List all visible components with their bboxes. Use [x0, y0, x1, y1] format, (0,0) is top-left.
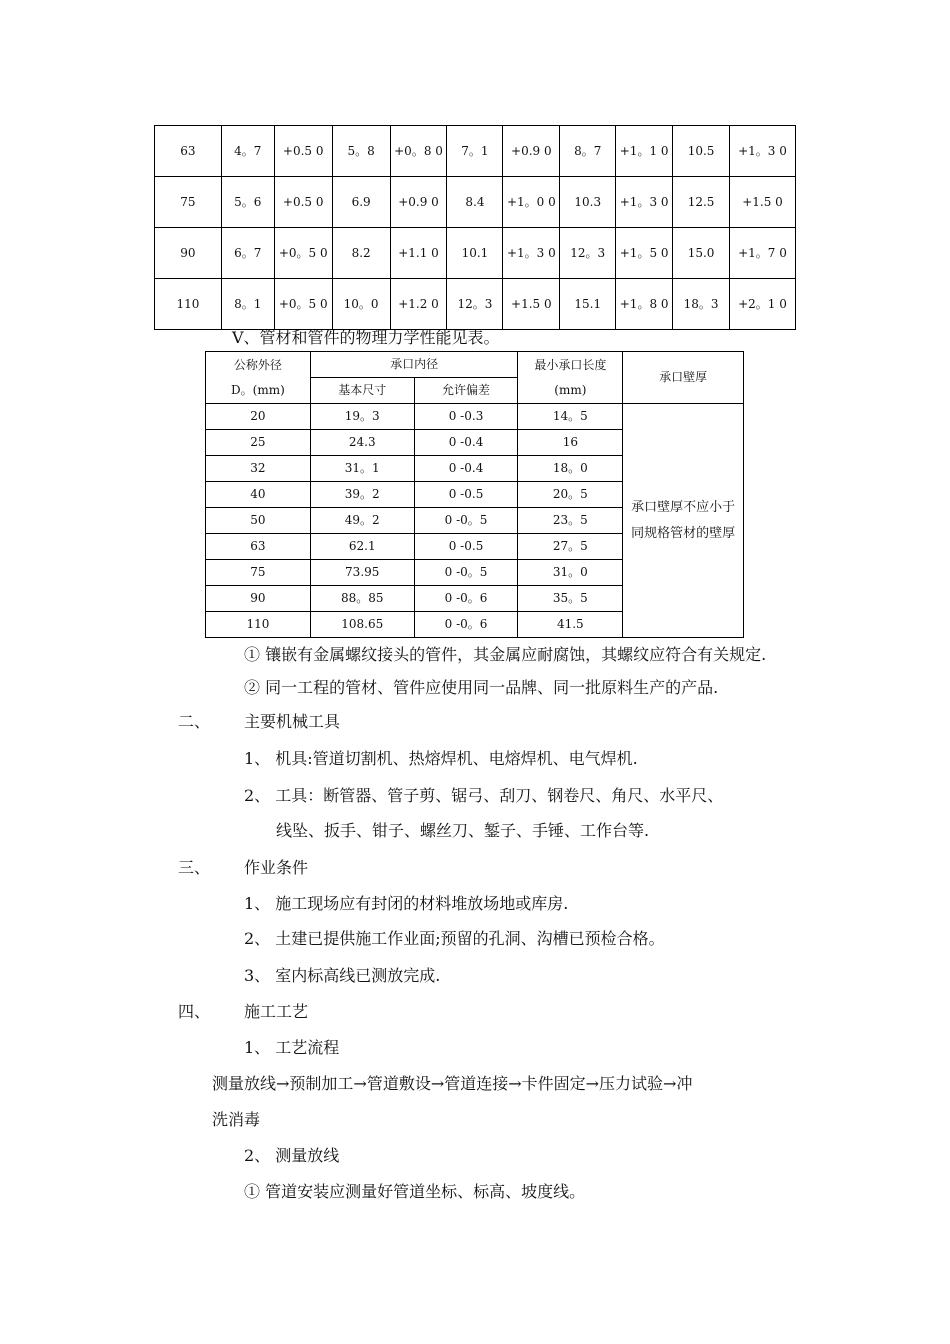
- table-cell: 32: [206, 456, 311, 482]
- table-row: [155, 279, 796, 330]
- table-cell: 16: [518, 430, 623, 456]
- table-cell: 0 -0.4: [414, 456, 518, 482]
- table-cell: +0.5 0: [274, 177, 332, 228]
- header-wall: 承口壁厚: [623, 352, 744, 404]
- table-cell: +1。3 0: [730, 126, 796, 177]
- table-cell: +1。3 0: [503, 228, 560, 279]
- item-2-2: 2、 工具：断管器、管子剪、锯弓、刮刀、钢卷尺、角尺、水平尺、: [244, 786, 724, 805]
- item-3-1: 1、 施工现场应有封闭的材料堆放场地或库房.: [244, 894, 569, 913]
- table-cell: 50: [206, 508, 311, 534]
- table-cell: 15.0: [673, 228, 730, 279]
- section-number-4: 四、: [178, 1002, 211, 1021]
- table-cell: 12.5: [673, 177, 730, 228]
- table-cell: 0 -0。6: [414, 612, 518, 638]
- header-tolerance: 允许偏差: [414, 378, 518, 404]
- table-cell: 0 -0.5: [414, 482, 518, 508]
- table-cell: 63: [206, 534, 311, 560]
- table-cell: 75: [155, 177, 222, 228]
- table-cell: 6.9: [332, 177, 390, 228]
- table-row: [155, 177, 796, 228]
- table-cell: 108.65: [310, 612, 414, 638]
- item-2-2-cont: 线坠、扳手、钳子、螺丝刀、錾子、手锤、工作台等.: [276, 821, 650, 840]
- table-cell: 73.95: [310, 560, 414, 586]
- note-2: ② 同一工程的管材、管件应使用同一品牌、同一批原料生产的产品.: [244, 678, 719, 697]
- table-cell: +1。7 0: [730, 228, 796, 279]
- table-cell: 18。3: [673, 279, 730, 330]
- section-title-4: 施工工艺: [244, 1002, 309, 1021]
- header-nominal-diameter: 公称外径 D。(mm): [206, 352, 311, 404]
- section-number-3: 三、: [178, 858, 211, 877]
- table-row: [155, 126, 796, 177]
- table-cell: 12。3: [447, 279, 503, 330]
- item-3-2: 2、 土建已提供施工作业面;预留的孔洞、沟槽已预检合格。: [244, 929, 665, 948]
- item-4-1: 1、 工艺流程: [244, 1038, 340, 1057]
- table-cell: 10。0: [332, 279, 390, 330]
- table-cell: 31。0: [518, 560, 623, 586]
- table-cell: 0 -0.4: [414, 430, 518, 456]
- table-cell: +1。3 0: [616, 177, 673, 228]
- table-row: [206, 404, 744, 430]
- header-min-length: 最小承口长度 (mm): [518, 352, 623, 404]
- header-inner-diameter: 承口内径: [310, 352, 518, 378]
- table-row: [155, 228, 796, 279]
- table-cell: 8.2: [332, 228, 390, 279]
- table-cell: 25: [206, 430, 311, 456]
- process-flow: 测量放线→预制加工→管道敷设→管道连接→卡件固定→压力试验→冲: [212, 1074, 693, 1093]
- table-cell: 23。5: [518, 508, 623, 534]
- table-cell: 20。5: [518, 482, 623, 508]
- table-cell: 7。1: [447, 126, 503, 177]
- table-cell: 31。1: [310, 456, 414, 482]
- item-3-3: 3、 室内标高线已测放完成.: [244, 966, 441, 985]
- table-cell: 0 -0。5: [414, 560, 518, 586]
- table-cell: 88。85: [310, 586, 414, 612]
- process-flow-cont: 洗消毒: [212, 1110, 261, 1129]
- note-1: ① 镶嵌有金属螺纹接头的管件，其金属应耐腐蚀，其螺纹应符合有关规定.: [244, 645, 767, 664]
- header-basic-size: 基本尺寸: [310, 378, 414, 404]
- table-cell: +0。8 0: [390, 126, 447, 177]
- table-cell: 90: [155, 228, 222, 279]
- table-cell: 90: [206, 586, 311, 612]
- table-cell: 0 -0.3: [414, 404, 518, 430]
- table-cell: +1。1 0: [616, 126, 673, 177]
- table-cell: +1.2 0: [390, 279, 447, 330]
- wall-thickness-note: 承口壁厚不应小于同规格管材的壁厚: [623, 404, 744, 638]
- table-cell: +1。8 0: [616, 279, 673, 330]
- dimension-table: [154, 125, 796, 330]
- table-cell: 14。5: [518, 404, 623, 430]
- table-cell: +0.9 0: [390, 177, 447, 228]
- table-cell: +2。1 0: [730, 279, 796, 330]
- table-cell: 110: [206, 612, 311, 638]
- section-title-3: 作业条件: [244, 858, 309, 877]
- table-cell: 19。3: [310, 404, 414, 430]
- table-cell: 8。1: [221, 279, 274, 330]
- table-cell: 49。2: [310, 508, 414, 534]
- table-cell: 62.1: [310, 534, 414, 560]
- table-cell: 0 -0.5: [414, 534, 518, 560]
- table-cell: 10.5: [673, 126, 730, 177]
- table-cell: +1.5 0: [503, 279, 560, 330]
- table-cell: 75: [206, 560, 311, 586]
- table-cell: +1。0 0: [503, 177, 560, 228]
- socket-table: [205, 351, 744, 638]
- table-cell: 41.5: [518, 612, 623, 638]
- item-4-2-1: ① 管道安装应测量好管道坐标、标高、坡度线。: [244, 1182, 586, 1201]
- table-cell: 10.1: [447, 228, 503, 279]
- section-number-2: 二、: [178, 712, 211, 731]
- table-cell: 35。5: [518, 586, 623, 612]
- table-cell: 5。8: [332, 126, 390, 177]
- table-cell: 8。7: [560, 126, 616, 177]
- table-cell: 4。7: [221, 126, 274, 177]
- table-cell: 10.3: [560, 177, 616, 228]
- table-cell: 20: [206, 404, 311, 430]
- table-cell: +0.9 0: [503, 126, 560, 177]
- table-cell: 12。3: [560, 228, 616, 279]
- table-cell: 6。7: [221, 228, 274, 279]
- item-2-1: 1、 机具:管道切割机、热熔焊机、电熔焊机、电气焊机.: [244, 749, 638, 768]
- table-cell: +0。5 0: [274, 228, 332, 279]
- table-cell: 63: [155, 126, 222, 177]
- table-cell: 40: [206, 482, 311, 508]
- table-cell: 15.1: [560, 279, 616, 330]
- table-cell: +1。5 0: [616, 228, 673, 279]
- table-cell: 5。6: [221, 177, 274, 228]
- table-cell: +1.5 0: [730, 177, 796, 228]
- table-cell: 0 -0。6: [414, 586, 518, 612]
- table-cell: 24.3: [310, 430, 414, 456]
- table-cell: +0.5 0: [274, 126, 332, 177]
- section-title-2: 主要机械工具: [244, 712, 341, 731]
- table-cell: +1.1 0: [390, 228, 447, 279]
- item-4-2: 2、 测量放线: [244, 1146, 340, 1165]
- table-cell: 0 -0。5: [414, 508, 518, 534]
- table-cell: 39。2: [310, 482, 414, 508]
- table-cell: 18。0: [518, 456, 623, 482]
- table-cell: 8.4: [447, 177, 503, 228]
- table-cell: +0。5 0: [274, 279, 332, 330]
- table-cell: 110: [155, 279, 222, 330]
- table-cell: 27。5: [518, 534, 623, 560]
- table-caption: V、管材和管件的物理力学性能见表。: [232, 328, 500, 347]
